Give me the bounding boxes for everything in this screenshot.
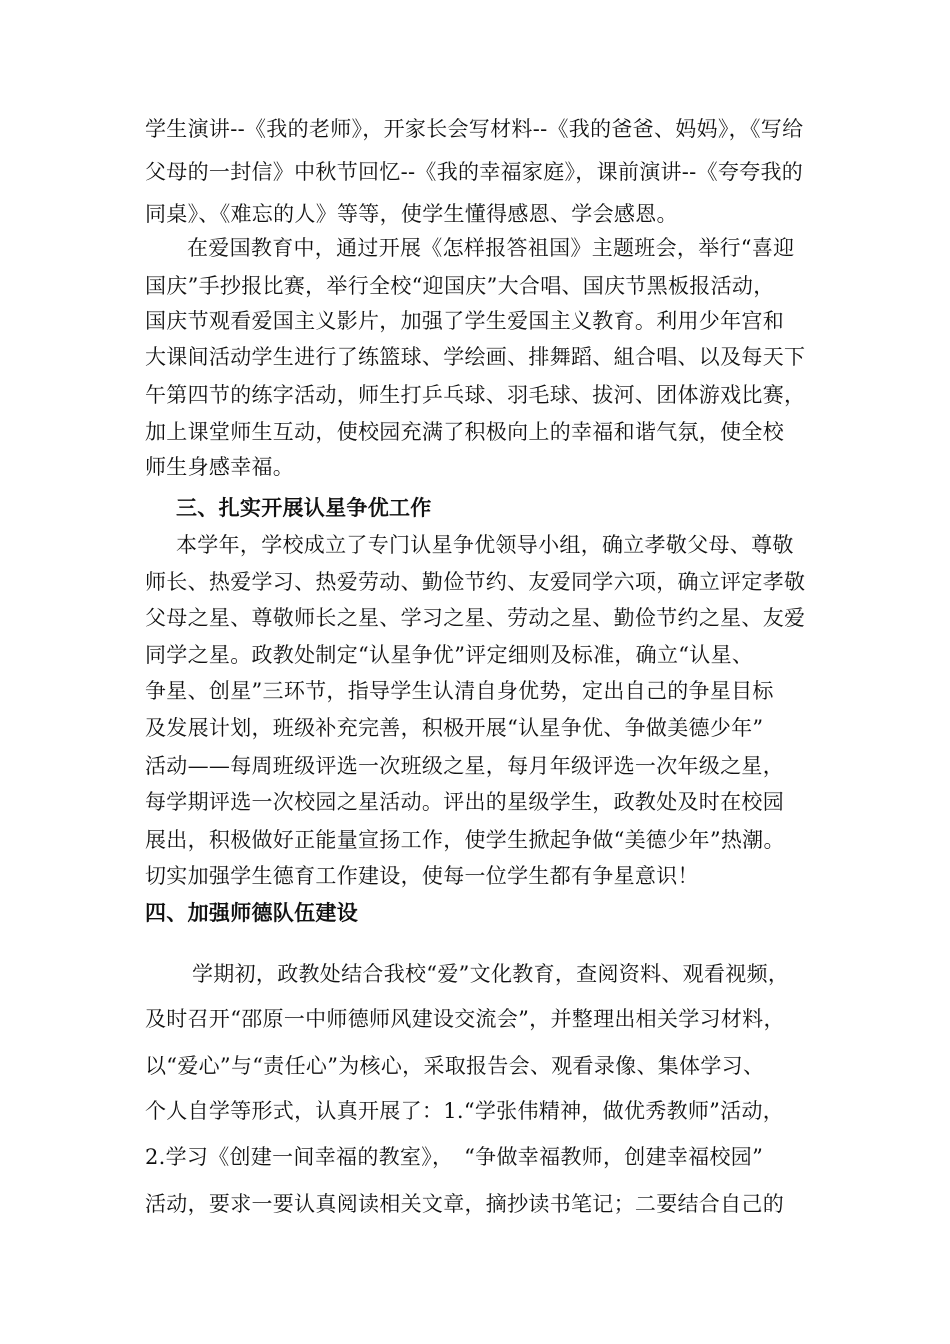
- paragraph-line: 活动——每周班级评选一次班级之星，每月年级评选一次年级之星，: [145, 754, 784, 778]
- paragraph-line: 加上课堂师生互动，使校园充满了积极向上的幸福和谐气氛，使全校: [145, 420, 784, 444]
- paragraph-line: 父母的一封信》中秋节回忆--《我的幸福家庭》，课前演讲--《夸夸我的: [145, 160, 804, 184]
- paragraph-line: 及发展计划，班级补充完善，积极开展“认星争优、争做美德少年”: [145, 716, 764, 740]
- section-heading: 三、扎实开展认星争优工作: [176, 496, 432, 520]
- paragraph-line: 学生演讲--《我的老师》，开家长会写材料--《我的爸爸、妈妈》，《写给: [145, 117, 804, 141]
- paragraph-line: 本学年，学校成立了专门认星争优领导小组，确立孝敬父母、尊敬: [176, 533, 794, 557]
- paragraph-line: 切实加强学生德育工作建设，使每一位学生都有争星意识！: [145, 864, 699, 888]
- paragraph-line: 师生身感幸福。: [145, 455, 295, 479]
- paragraph-line: 学期初，政教处结合我校“爱”文化教育，查阅资料、观看视频，: [192, 962, 790, 986]
- paragraph-line: 同桌》、《难忘的人》等等，使学生懂得感恩、学会感恩。: [145, 202, 678, 226]
- paragraph-line: 午第四节的练字活动，师生打乒乓球、羽毛球、拔河、团体游戏比赛，: [145, 383, 806, 407]
- paragraph-line: 个人自学等形式，认真开展了：1.“学张伟精神，做优秀教师”活动，: [145, 1099, 785, 1123]
- paragraph-line: 展出，积极做好正能量宣扬工作，使学生掀起争做“美德少年”热潮。: [145, 828, 785, 852]
- paragraph-line: 在爱国教育中，通过开展《怎样报答祖国》主题班会，举行“喜迎: [187, 236, 795, 260]
- paragraph-line: 同学之星。政教处制定“认星争优”评定细则及标准，确立“认星、: [145, 643, 754, 667]
- paragraph-line: 及时召开“邵原一中师德师风建设交流会”，并整理出相关学习材料，: [145, 1007, 785, 1031]
- paragraph-line: 师长、热爱学习、热爱劳动、勤俭节约、友爱同学六项，确立评定孝敬: [145, 570, 806, 594]
- paragraph-line: 国庆节观看爱国主义影片，加强了学生爱国主义教育。利用少年宫和: [145, 309, 784, 333]
- section-heading: 四、加强师德队伍建设: [145, 901, 358, 925]
- paragraph-line: 以“爱心”与“责任心”为核心，采取报告会、观看录像、集体学习、: [145, 1054, 765, 1078]
- paragraph-line: 国庆”手抄报比赛，举行全校“迎国庆”大合唱、国庆节黑板报活动，: [145, 274, 775, 298]
- paragraph-line: 每学期评选一次校园之星活动。评出的星级学生，政教处及时在校园: [145, 790, 784, 814]
- paragraph-line: 争星、创星”三环节，指导学生认清自身优势，定出自己的争星目标: [145, 679, 774, 703]
- paragraph-line: 父母之星、尊敬师长之星、学习之星、劳动之星、勤俭节约之星、友爱: [145, 606, 806, 630]
- paragraph-line: 活动，要求一要认真阅读相关文章，摘抄读书笔记；二要结合自己的: [145, 1192, 784, 1216]
- paragraph-line: 2.学习《创建一间幸福的教室》， “争做幸福教师，创建幸福校园”: [145, 1145, 764, 1169]
- paragraph-line: 大课间活动学生进行了练篮球、学绘画、排舞蹈、組合唱、以及每天下: [145, 345, 806, 369]
